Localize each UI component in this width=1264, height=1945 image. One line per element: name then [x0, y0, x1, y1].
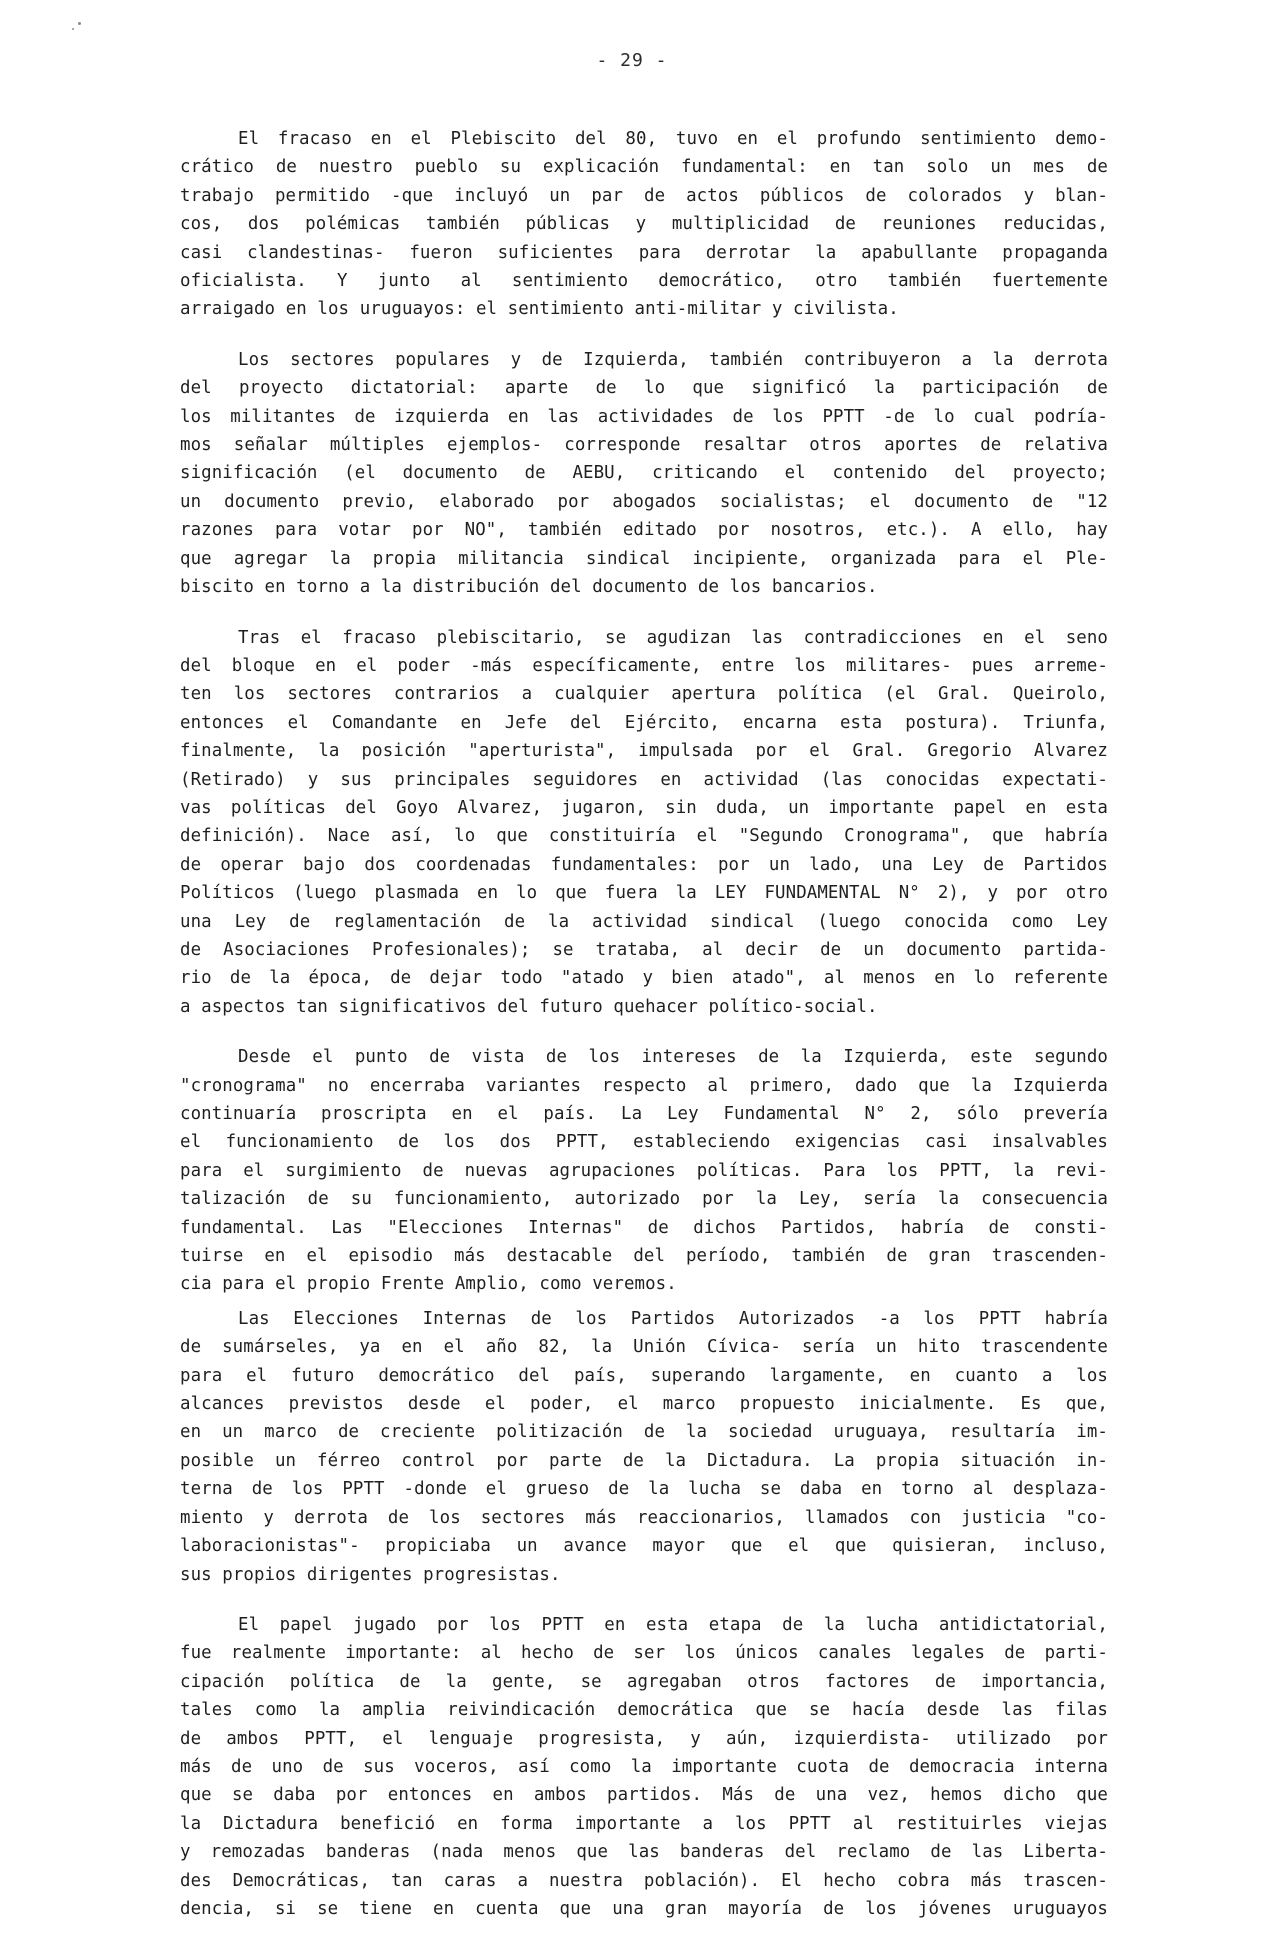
text-line: entonces el Comandante en Jefe del Ejército, encarna esta postura). Triunfa, — [180, 712, 1108, 733]
text-line: sus propios dirigentes progresistas. — [180, 1564, 561, 1585]
text-line: des Democráticas, tan caras a nuestra población). El hecho cobra más trascen- — [180, 1870, 1108, 1891]
text-line: mos señalar múltiples ejemplos- corresponde resaltar otros aportes de relativa — [180, 435, 1108, 456]
scan-speck — [72, 28, 74, 30]
page-number: - 29 - — [596, 50, 668, 71]
text-line: que agregar la propia militancia sindical incipiente, organizada para el Ple- — [180, 548, 1108, 569]
text-line: significación (el documento de AEBU, criticando el contenido del proyecto; — [180, 463, 1108, 484]
text-line: "cronograma" no encerraba variantes respecto al primero, dado que la Izquierda — [180, 1075, 1108, 1096]
text-line: cia para el propio Frente Amplio, como veremos. — [180, 1274, 677, 1295]
text-line: arraigado en los uruguayos: el sentimiento anti-militar y civilista. — [180, 299, 899, 320]
text-line: cipación política de la gente, se agregaban otros factores de importancia, — [180, 1671, 1108, 1692]
text-line: cos, dos polémicas también públicas y multiplicidad de reuniones reducidas, — [180, 214, 1108, 235]
text-line: los militantes de izquierda en las actividades de los PPTT -de lo cual podría- — [180, 406, 1108, 427]
text-line: vas políticas del Goyo Alvarez, jugaron, sin duda, un importante papel en esta — [180, 797, 1108, 818]
text-line: a aspectos tan significativos del futuro quehacer político-social. — [180, 996, 878, 1017]
paragraph — [180, 624, 1108, 1022]
text-line: crático de nuestro pueblo su explicación fundamental: en tan solo un mes de — [180, 157, 1108, 178]
text-line: casi clandestinas- fueron suficientes para derrotar la apabullante propaganda — [180, 242, 1108, 263]
text-line: El papel jugado por los PPTT en esta etapa de la lucha antidictatorial, — [238, 1614, 1108, 1635]
text-line: fue realmente importante: al hecho de ser los únicos canales legales de parti- — [180, 1643, 1108, 1664]
text-line: del proyecto dictatorial: aparte de lo que significó la participación de — [180, 378, 1108, 399]
text-line: miento y derrota de los sectores más reaccionarios, llamados con justicia "co- — [180, 1507, 1108, 1528]
text-line: Las Elecciones Internas de los Partidos Autorizados -a los PPTT habría — [238, 1308, 1108, 1329]
text-line: y remozadas banderas (nada menos que las banderas del reclamo de las Liberta- — [180, 1842, 1108, 1863]
text-line: en un marco de creciente politización de la sociedad uruguaya, resultaría im- — [180, 1422, 1108, 1443]
paragraph — [180, 346, 1108, 602]
text-line: trabajo permitido -que incluyó un par de actos públicos de colorados y blan- — [180, 185, 1108, 206]
text-line: posible un férreo control por parte de la Dictadura. La propia situación in- — [180, 1450, 1108, 1471]
text-line: una Ley de reglamentación de la actividad sindical (luego conocida como Ley — [180, 911, 1108, 932]
text-line: Los sectores populares y de Izquierda, también contribuyeron a la derrota — [238, 349, 1108, 370]
text-line: de sumárseles, ya en el año 82, la Unión Cívica- sería un hito trascendente — [180, 1337, 1108, 1358]
text-line: El fracaso en el Plebiscito del 80, tuvo en el profundo sentimiento demo- — [238, 129, 1108, 149]
text-line: biscito en torno a la distribución del documento de los bancarios. — [180, 577, 878, 598]
text-line: de operar bajo dos coordenadas fundamentales: por un lado, una Ley de Partidos — [180, 854, 1108, 875]
text-line: de Asociaciones Profesionales); se trataba, al decir de un documento partida- — [180, 939, 1108, 960]
text-line: talización de su funcionamiento, autorizado por la Ley, sería la consecuencia — [180, 1189, 1108, 1210]
scan-speck — [78, 22, 81, 25]
text-line: dencia, si se tiene en cuenta que una gran mayoría de los jóvenes uruguayos — [180, 1898, 1108, 1919]
text-line: el funcionamiento de los dos PPTT, estableciendo exigencias casi insalvables — [180, 1132, 1108, 1153]
text-line: continuaría proscripta en el país. La Ley Fundamental N° 2, sólo prevería — [180, 1104, 1108, 1124]
text-line: definición). Nace así, lo que constituiría el "Segundo Cronograma", que habría — [180, 826, 1108, 847]
text-line: tales como la amplia reivindicación democrática que se hacía desde las filas — [180, 1700, 1108, 1721]
text-line: ten los sectores contrarios a cualquier apertura política (el Gral. Queirolo, — [180, 684, 1108, 705]
paragraph — [180, 1043, 1108, 1299]
text-line: tuirse en el episodio más destacable del período, también de gran trascenden- — [180, 1246, 1108, 1267]
text-line: la Dictadura benefició en forma importante a los PPTT al restituirles viejas — [180, 1813, 1108, 1834]
text-line: que se daba por entonces en ambos partidos. Más de una vez, hemos dicho que — [180, 1785, 1108, 1806]
text-line: de ambos PPTT, el lenguaje progresista, y aún, izquierdista- utilizado por — [180, 1728, 1108, 1749]
paragraph — [180, 125, 1108, 324]
text-line: oficialista. Y junto al sentimiento democrático, otro también fuertemente — [180, 271, 1108, 292]
text-line: Políticos (luego plasmada en lo que fuera la LEY FUNDAMENTAL N° 2), y por otro — [180, 883, 1108, 904]
text-line: Desde el punto de vista de los intereses de la Izquierda, este segundo — [238, 1047, 1108, 1068]
text-line: (Retirado) y sus principales seguidores en actividad (las conocidas expectati- — [180, 769, 1108, 790]
text-line: alcances previstos desde el poder, el marco propuesto inicialmente. Es que, — [180, 1394, 1108, 1415]
text-line: fundamental. Las "Elecciones Internas" de dichos Partidos, habría de consti- — [180, 1217, 1108, 1238]
text-line: terna de los PPTT -donde el grueso de la lucha se daba en torno al desplaza- — [180, 1479, 1108, 1500]
text-line: para el futuro democrático del país, superando largamente, en cuanto a los — [180, 1365, 1108, 1386]
text-line: rio de la época, de dejar todo "atado y bien atado", al menos en lo referente — [180, 968, 1108, 989]
text-line: del bloque en el poder -más específicamente, entre los militares- pues arreme- — [180, 655, 1108, 676]
text-line: razones para votar por NO", también editado por nosotros, etc.). A ello, hay — [180, 520, 1108, 541]
text-line: Tras el fracaso plebiscitario, se agudizan las contradicciones en el seno — [238, 627, 1108, 648]
body-text — [180, 125, 1108, 1945]
text-line: para el surgimiento de nuevas agrupaciones políticas. Para los PPTT, la revi- — [180, 1160, 1108, 1181]
text-line: un documento previo, elaborado por abogados socialistas; el documento de "12 — [180, 491, 1108, 512]
text-line: más de uno de sus voceros, así como la importante cuota de democracia interna — [180, 1756, 1108, 1777]
paragraph — [180, 1611, 1108, 1923]
text-line: finalmente, la posición "aperturista", impulsada por el Gral. Gregorio Alvarez — [180, 741, 1108, 762]
text-line: laboracionistas"- propiciaba un avance mayor que el que quisieran, incluso, — [180, 1536, 1108, 1557]
paragraph — [180, 1305, 1108, 1589]
